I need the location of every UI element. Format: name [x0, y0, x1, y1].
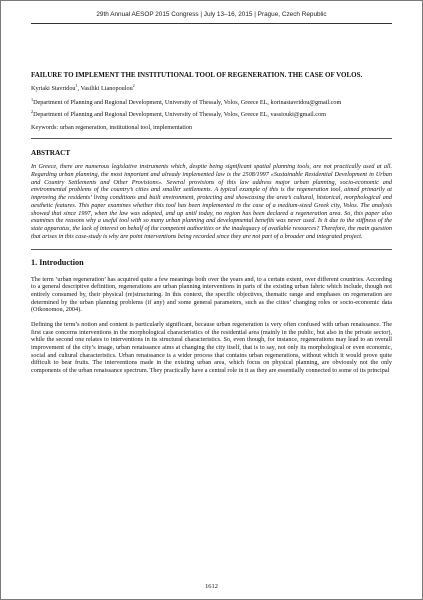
- paper-title: FAILURE TO IMPLEMENT THE INSTITUTIONAL TOOL OF REGENERATION. THE CASE OF VOLOS.: [31, 71, 363, 79]
- abstract-heading: ABSTRACT: [31, 149, 71, 158]
- affiliation-2: [31, 111, 392, 119]
- author-superscript: 1: [75, 82, 78, 88]
- affiliation-text: Department of Planning and Regional Development, University of Thessaly, Volos, Greece EL, vassiouki@gmail.com: [33, 111, 326, 119]
- abstract-text: In Greece, there are numerous legislative instruments which, despite being significant spatial planning tools, are not practically used at all. Regarding urban planning, the most important and already implemented law is the 2508/1997 «Sustainable Residential Development in Urban and Country Settlements and Other Provisions». Several provisions of this law address major urban planning, socio-economic and environmental problems of the country’s cities and smaller settlements. A typical example of this is the regeneration tool, aimed primarily at improving the residents’ living conditions and built environment, protecting and showcasing the area’s cultural, historical, morphological and aesthetic features. This paper examines whether this tool has been implemented in the case of a medium-sized Greek city, Volos. The analysis showed that since 1997, when the law was adopted, and up until today, no region has been declared a regeneration area. So, this paper also examines the reasons why a useful tool with so many urban planning and developmental benefits was never used. Is it due to the stiffness of the state apparatus, the lack of interest on behalf of the competent authorities or the inadequacy of available resources? Therefore, the main question that arises in this case-study is why are point interventions being recorded since they are not part of a broader and integrated project.: [31, 163, 392, 240]
- affiliation-superscript: 2: [31, 109, 34, 115]
- page-number: 1612: [205, 583, 218, 590]
- affiliation-text: Department of Planning and Regional Development, University of Thessaly, Volos, Greece EL, korinastavridou@gmail.com: [33, 98, 342, 106]
- keywords-rule: [31, 138, 392, 139]
- body-paragraph: Defining the term’s notion and content is particularly significant, because urban regeneration is very often confused with urban renaissance. The first case concerns interventions in the morphological characteristics of the residential area (mainly in the public, but also in the private sector), while the second one relates to interventions in its structural characteristics. So, even though, for instance, regenerations may lead to an overall improvement of the city’s image, urban renaissance aims at changing the city itself, that is to say, not only its morphological or even economic, social and cultural characteristics. Urban renaissance is a wider process that contains urban regenerations, without which it would prove quite difficult to bear fruits. The interventions made in the existing urban area, which focus on physical planning, are obviously not the only components of the urban renaissance spectrum. They practically have a central role in it as they are essentially connected to some of its principal: [31, 320, 392, 374]
- author-superscript: 2: [132, 82, 135, 88]
- author-list: Kyriaki Stavridou$^1$, Vasiliki Lianopoulou$^2$: [31, 82, 135, 92]
- running-header: 29th Annual AESOP 2015 Congress | July 13–16, 2015 | Prague, Czech Republic: [96, 11, 327, 18]
- affiliation-1: [31, 96, 392, 107]
- author-name: Vasiliki Lianopoulou: [80, 84, 133, 92]
- keywords: Keywords: urban regeneration, institutional tool, implementation: [31, 124, 193, 132]
- affiliation-superscript: 1: [31, 96, 34, 102]
- abstract-rule: [31, 249, 392, 250]
- body-paragraph: The term ‘urban regeneration’ has acquired quite a few meanings both over the years and, to a certain extent, over different countries. According to a general descriptive definition, regenerations are urban planning interventions in parts of the existing urban fabric which include, though not entirely consumed by, their physical (re)structuring. In this context, the specific objectives, thematic range and emphases on regeneration are determined by the urban planning problems (if any) and some general parameters, such as the cities’ changing roles or socio-economic data (Oikonomou, 2004).: [31, 275, 392, 314]
- author-name: Kyriaki Stavridou: [31, 84, 76, 92]
- page-content: [31, 71, 392, 382]
- section-heading: 1. Introduction: [31, 257, 84, 267]
- header-rule: [31, 23, 392, 24]
